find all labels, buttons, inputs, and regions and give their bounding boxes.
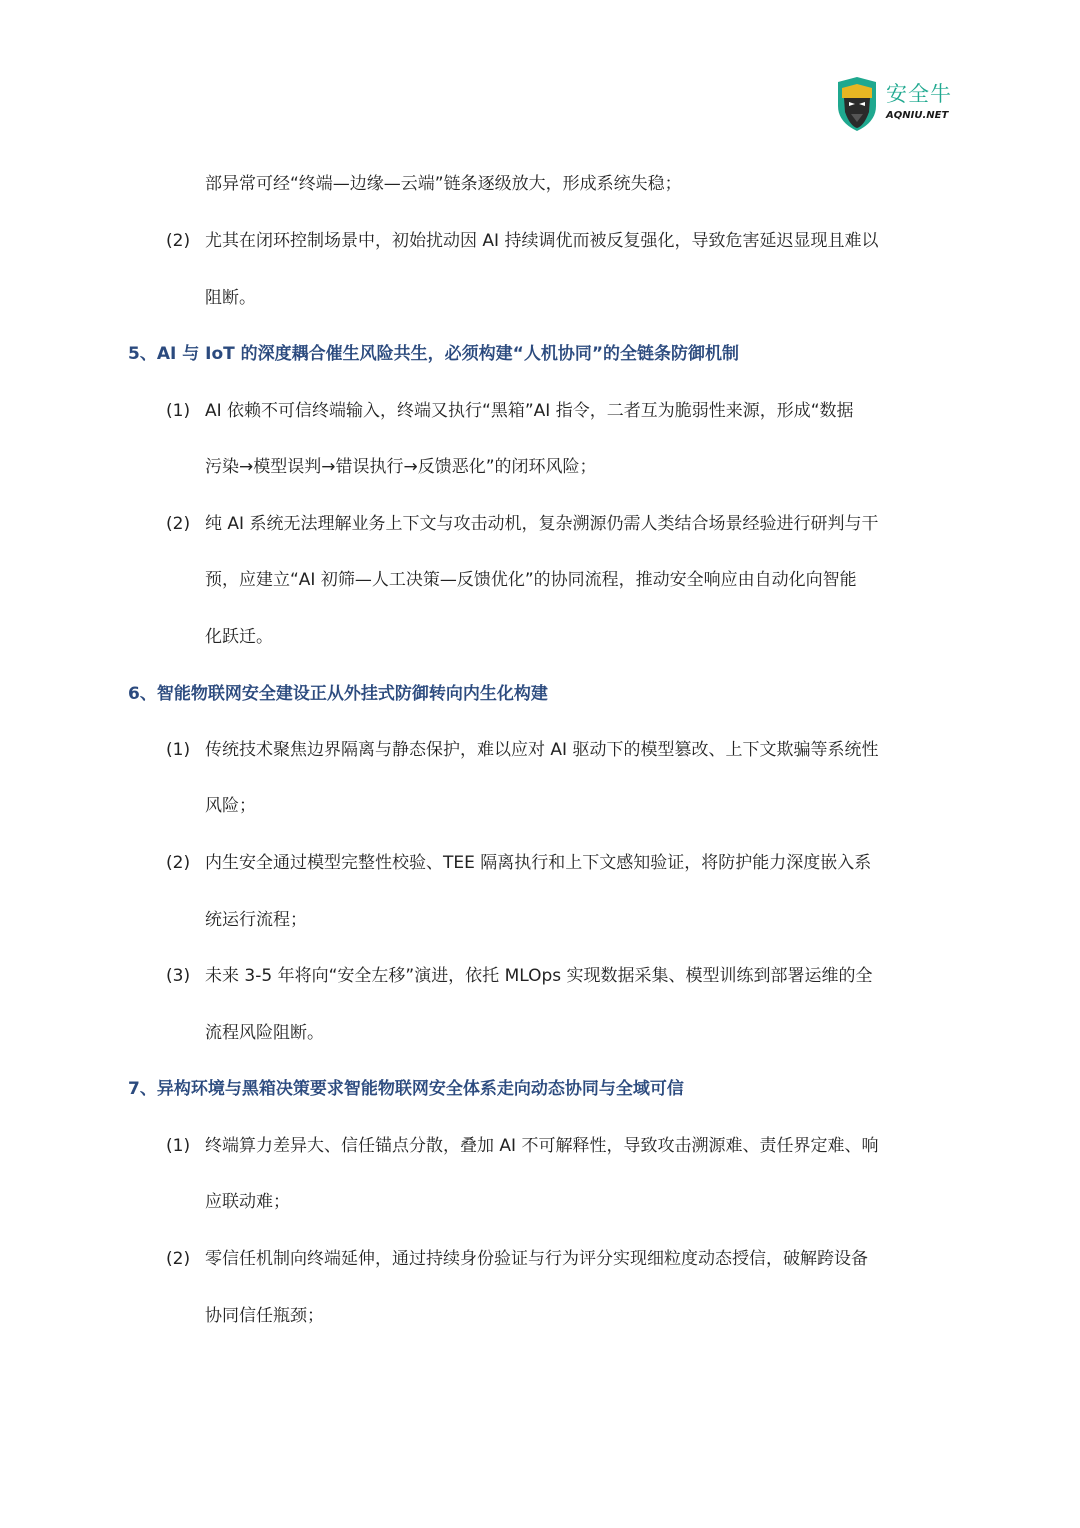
logo-name-cn: 安全牛: [886, 82, 952, 106]
logo-name-en: AQNIU.NET: [886, 110, 949, 121]
paragraph-continuation: 部异常可经“终端—边缘—云端”链条逐级放大，形成系统失稳；: [205, 174, 682, 194]
item-text-line: 应联动难；: [205, 1192, 290, 1212]
section-heading-7: 7、异构环境与黑箱决策要求智能物联网安全体系走向动态协同与全域可信: [128, 1079, 684, 1099]
item-text-line: 零信任机制向终端延伸，通过持续身份验证与行为评分实现细粒度动态授信，破解跨设备: [205, 1249, 868, 1269]
aqniu-logo: [834, 76, 958, 132]
shield-warrior-icon: [834, 76, 880, 132]
item-number: (2): [166, 514, 191, 534]
item-text-line: 风险；: [205, 796, 256, 816]
item-text-line: 流程风险阻断。: [205, 1023, 324, 1043]
item-text-line: 终端算力差异大、信任锚点分散，叠加 AI 不可解释性，导致攻击溯源难、责任界定难、响: [205, 1136, 879, 1156]
item-number: (1): [166, 401, 191, 421]
section-heading-6: 6、智能物联网安全建设正从外挂式防御转向内生化构建: [128, 684, 548, 704]
item-text-line: 污染→模型误判→错误执行→反馈恶化”的闭环风险；: [205, 457, 597, 477]
item-text-line: 统运行流程；: [205, 910, 307, 930]
item-number: (2): [166, 853, 191, 873]
item-text-line: 化跃迁。: [205, 627, 273, 647]
item-number: (1): [166, 1136, 191, 1156]
item-number: (3): [166, 966, 191, 986]
item-text-line: 未来 3-5 年将向“安全左移”演进，依托 MLOps 实现数据采集、模型训练到部署运维的全: [205, 966, 873, 986]
item-text-line: 阻断。: [205, 288, 256, 308]
item-text-line: 纯 AI 系统无法理解业务上下文与攻击动机，复杂溯源仍需人类结合场景经验进行研判与干: [205, 514, 879, 534]
item-number: (1): [166, 740, 191, 760]
item-text-line: 尤其在闭环控制场景中，初始扰动因 AI 持续调优而被反复强化，导致危害延迟显现且难以: [205, 231, 879, 251]
item-number: (2): [166, 1249, 191, 1269]
item-text-line: 预，应建立“AI 初筛—人工决策—反馈优化”的协同流程，推动安全响应由自动化向智能: [205, 570, 857, 590]
item-text-line: 协同信任瓶颈；: [205, 1306, 324, 1326]
item-text-line: 传统技术聚焦边界隔离与静态保护，难以应对 AI 驱动下的模型篡改、上下文欺骗等系统性: [205, 740, 879, 760]
section-heading-5: 5、AI 与 IoT 的深度耦合催生风险共生，必须构建“人机协同”的全链条防御机制: [128, 344, 740, 364]
item-text-line: 内生安全通过模型完整性校验、TEE 隔离执行和上下文感知验证，将防护能力深度嵌入系: [205, 853, 872, 873]
item-text-line: AI 依赖不可信终端输入，终端又执行“黑箱”AI 指令，二者互为脆弱性来源，形成“数据: [205, 401, 854, 421]
item-number: (2): [166, 231, 191, 251]
